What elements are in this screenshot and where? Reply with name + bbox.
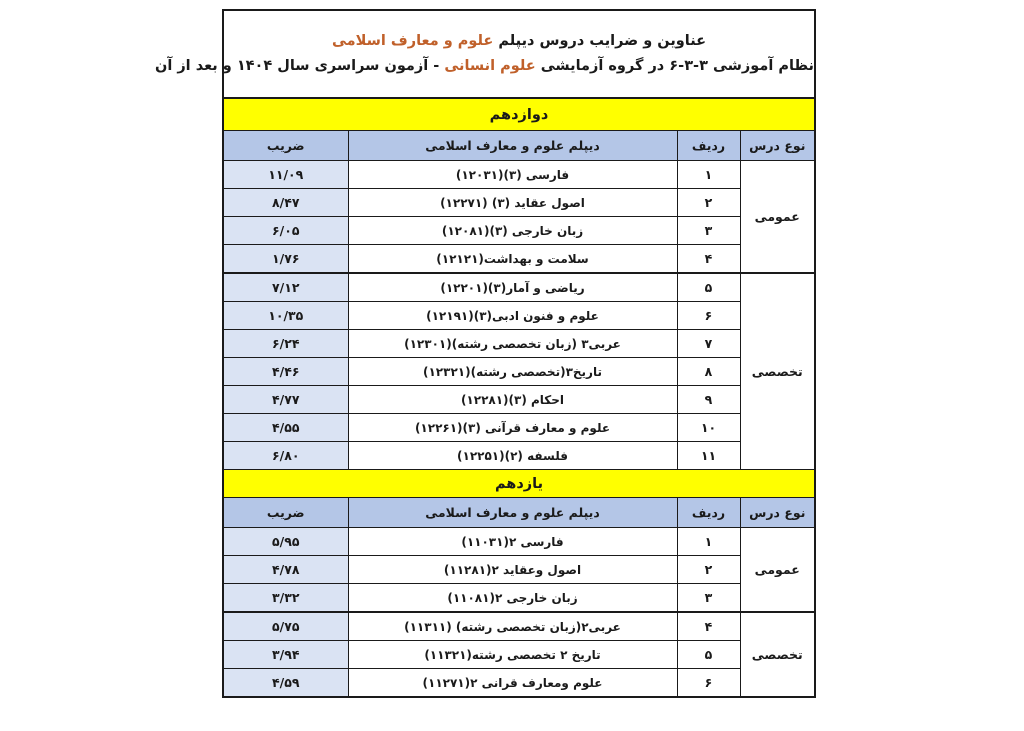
table-row xyxy=(223,189,815,217)
row-index-cell: ۶ xyxy=(677,302,740,330)
course-name-cell: علوم و فنون ادبی(۳)(۱۲۱۹۱) xyxy=(348,302,677,330)
table-body xyxy=(154,10,815,697)
table-row xyxy=(223,386,815,414)
row-index-cell: ۵ xyxy=(677,641,740,669)
table-row xyxy=(223,584,815,613)
row-index-cell: ۳ xyxy=(677,584,740,613)
coefficient-table-sheet xyxy=(154,9,814,698)
course-name-cell: سلامت و بهداشت(۱۲۱۲۱) xyxy=(348,245,677,274)
title-row xyxy=(223,10,815,98)
coefficient-cell: ۶/۸۰ xyxy=(223,442,348,470)
title-line-1 xyxy=(224,29,814,53)
course-type-cell: تخصصی xyxy=(740,612,815,697)
table-row xyxy=(223,669,815,698)
coefficient-cell: ۶/۰۵ xyxy=(223,217,348,245)
course-name-cell: علوم و معارف قرآنی (۳)(۱۲۲۶۱) xyxy=(348,414,677,442)
title-line-2-suffix: - آزمون سراسری سال ۱۴۰۴ و بعد از آن xyxy=(154,58,445,74)
course-name-cell: عربی۲(زبان تخصصی رشته) (۱۱۳۱۱) xyxy=(348,612,677,641)
table-row xyxy=(223,612,815,641)
grade-band xyxy=(223,98,815,131)
coefficient-cell: ۴/۵۵ xyxy=(223,414,348,442)
table-row xyxy=(223,442,815,470)
coefficient-cell: ۴/۷۷ xyxy=(223,386,348,414)
coefficient-cell: ۷/۱۲ xyxy=(223,273,348,302)
row-index-cell: ۴ xyxy=(677,612,740,641)
title-line-2-text: نظام آموزشی ۳-۳-۶ در گروه آزمایشی xyxy=(535,58,814,74)
row-index-cell: ۲ xyxy=(677,189,740,217)
coefficient-cell: ۳/۳۲ xyxy=(223,584,348,613)
course-name-cell: اصول عقاید (۳) (۱۲۲۷۱) xyxy=(348,189,677,217)
title-line-2-highlight: علوم انسانی xyxy=(444,58,536,74)
column-header-row xyxy=(223,131,815,161)
table-row xyxy=(223,358,815,386)
grade-title: دوازدهم xyxy=(223,98,815,131)
course-name-cell: زبان خارجی (۳)(۱۲۰۸۱) xyxy=(348,217,677,245)
course-name-cell: ریاضی و آمار(۳)(۱۲۲۰۱) xyxy=(348,273,677,302)
table-row xyxy=(223,245,815,274)
table-row xyxy=(223,556,815,584)
title-line-1-text: عناوین و ضرایب دروس دیپلم xyxy=(493,33,707,49)
course-name-cell: فارسی ۲(۱۱۰۳۱) xyxy=(348,528,677,556)
table-row xyxy=(223,217,815,245)
row-index-cell: ۱۰ xyxy=(677,414,740,442)
course-name-cell: عربی۳ (زبان تخصصی رشته)(۱۲۳۰۱) xyxy=(348,330,677,358)
coefficient-cell: ۵/۷۵ xyxy=(223,612,348,641)
coefficient-cell: ۴/۵۹ xyxy=(223,669,348,698)
coefficient-cell: ۱۰/۳۵ xyxy=(223,302,348,330)
course-name-cell: تاریخ۳(تخصصی رشته)(۱۲۳۲۱) xyxy=(348,358,677,386)
grade-band xyxy=(223,470,815,498)
course-type-cell: عمومی xyxy=(740,528,815,613)
row-index-cell: ۸ xyxy=(677,358,740,386)
column-header-row xyxy=(223,498,815,528)
row-index-cell: ۲ xyxy=(677,556,740,584)
table-row xyxy=(223,161,815,189)
table-row xyxy=(223,528,815,556)
coefficient-cell: ۱۱/۰۹ xyxy=(223,161,348,189)
row-index-cell: ۹ xyxy=(677,386,740,414)
course-type-cell: عمومی xyxy=(740,161,815,274)
row-index-cell: ۴ xyxy=(677,245,740,274)
title-line-2 xyxy=(154,53,814,79)
row-index-cell: ۶ xyxy=(677,669,740,698)
header-course: دیپلم علوم و معارف اسلامی xyxy=(348,131,677,161)
coefficient-cell: ۳/۹۴ xyxy=(223,641,348,669)
table-row xyxy=(223,330,815,358)
header-index: ردیف xyxy=(677,498,740,528)
course-name-cell: زبان خارجی ۲(۱۱۰۸۱) xyxy=(348,584,677,613)
header-index: ردیف xyxy=(677,131,740,161)
header-course: دیپلم علوم و معارف اسلامی xyxy=(348,498,677,528)
header-coefficient: ضریب xyxy=(223,131,348,161)
row-index-cell: ۷ xyxy=(677,330,740,358)
header-type: نوع درس xyxy=(740,131,815,161)
course-name-cell: احکام (۳)(۱۲۲۸۱) xyxy=(348,386,677,414)
title-line-1-highlight: علوم و معارف اسلامی xyxy=(331,33,494,49)
coefficient-cell: ۶/۲۴ xyxy=(223,330,348,358)
course-name-cell: فارسی (۳)(۱۲۰۳۱) xyxy=(348,161,677,189)
table-row xyxy=(223,641,815,669)
row-index-cell: ۳ xyxy=(677,217,740,245)
coefficient-cell: ۴/۷۸ xyxy=(223,556,348,584)
row-index-cell: ۱ xyxy=(677,528,740,556)
course-name-cell: فلسفه (۲)(۱۲۲۵۱) xyxy=(348,442,677,470)
row-index-cell: ۱ xyxy=(677,161,740,189)
row-index-cell: ۱۱ xyxy=(677,442,740,470)
coefficient-cell: ۴/۴۶ xyxy=(223,358,348,386)
coefficient-cell: ۱/۷۶ xyxy=(223,245,348,274)
row-index-cell: ۵ xyxy=(677,273,740,302)
header-type: نوع درس xyxy=(740,498,815,528)
course-type-cell: تخصصی xyxy=(740,273,815,470)
table-title xyxy=(154,10,815,98)
coefficient-cell: ۵/۹۵ xyxy=(223,528,348,556)
course-name-cell: علوم ومعارف قرانی ۲(۱۱۲۷۱) xyxy=(348,669,677,698)
table-row xyxy=(223,414,815,442)
coefficient-cell: ۸/۴۷ xyxy=(223,189,348,217)
coefficient-table xyxy=(154,9,816,698)
table-row xyxy=(223,302,815,330)
course-name-cell: اصول وعقاید ۲(۱۱۲۸۱) xyxy=(348,556,677,584)
header-coefficient: ضریب xyxy=(223,498,348,528)
grade-title: یازدهم xyxy=(223,470,815,498)
course-name-cell: تاریخ ۲ تخصصی رشته(۱۱۳۲۱) xyxy=(348,641,677,669)
table-row xyxy=(223,273,815,302)
